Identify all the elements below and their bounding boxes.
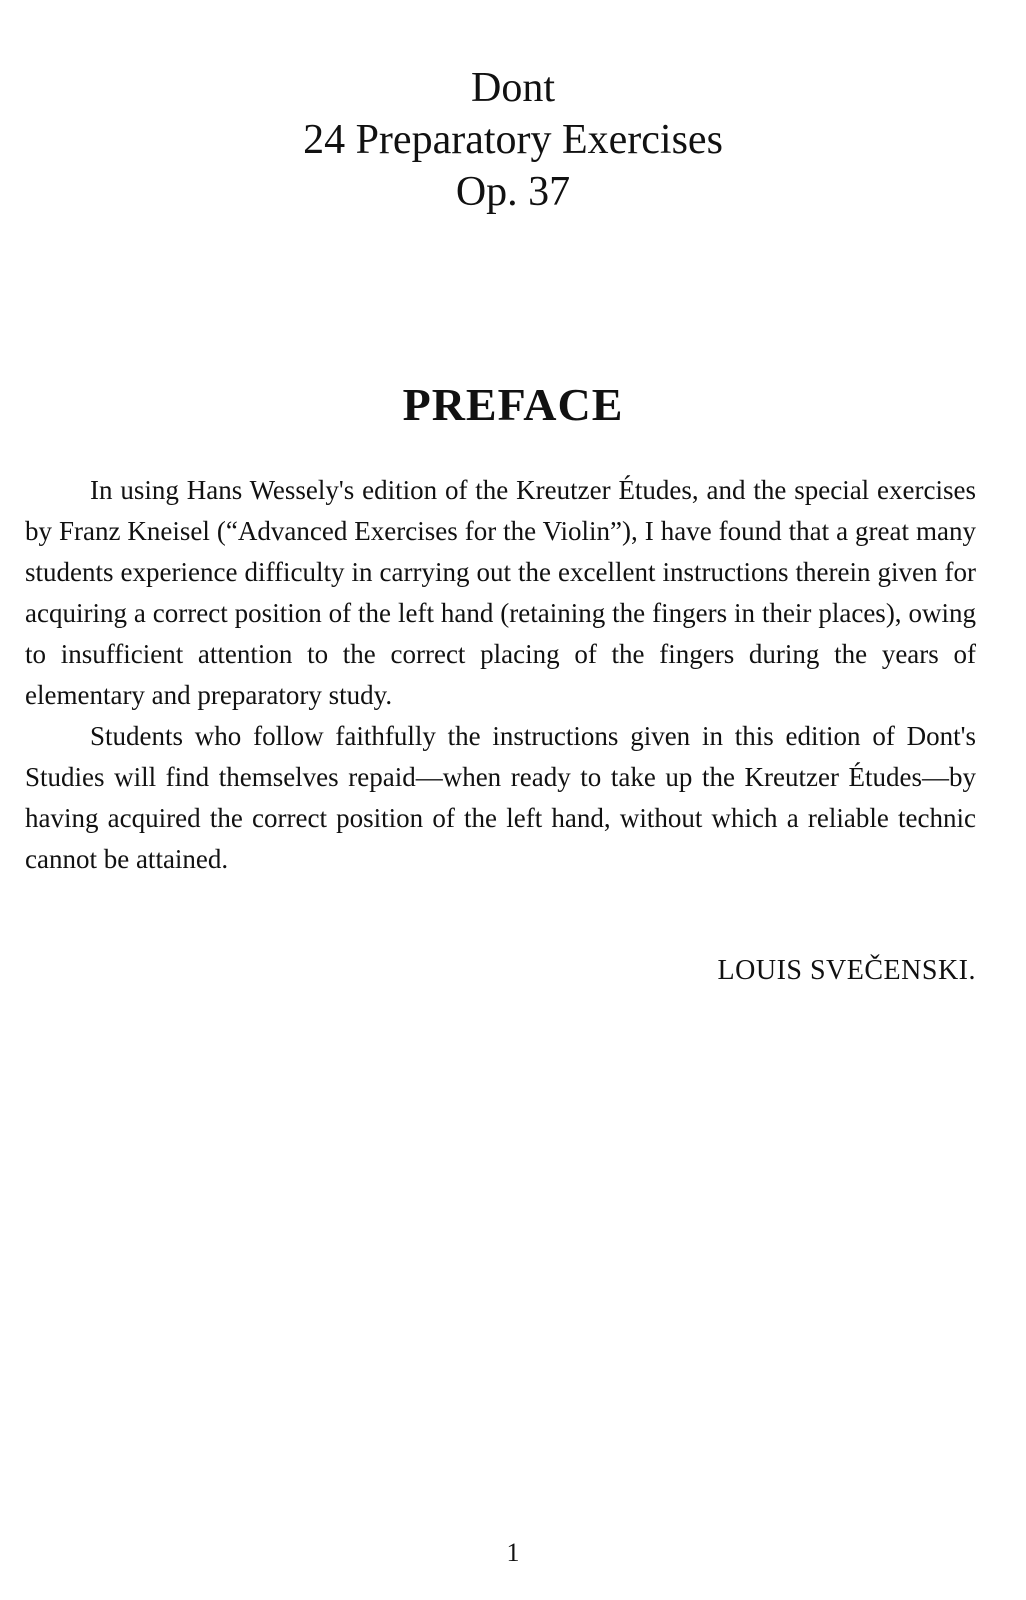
preface-body (25, 470, 976, 880)
preface-paragraph-1: In using Hans Wessely's edition of the Kreutzer Études, and the special exercises by Franz Kneisel (“Advanced Exercises for the Violin”), I have found that a great many students experience difficulty in carrying out the excellent instructions therein given for acquiring a correct position of the left hand (retaining the fingers in their places), owing to insufficient attention to the correct placing of the fingers during the years of elementary and preparatory study. (25, 475, 976, 710)
preface-paragraph-2: Students who follow faithfully the instructions given in this edition of Dont's Studies will find themselves repaid—when ready to take up the Kreutzer Études—by having acquired the correct position of the left hand, without which a reliable technic cannot be attained. (25, 721, 976, 874)
opus-number: Op. 37 (455, 169, 571, 215)
author-signature: LOUIS SVEČENSKI. (717, 955, 976, 986)
page-number: 1 (506, 1538, 520, 1567)
preface-heading: PREFACE (402, 379, 624, 430)
work-title: 24 Preparatory Exercises (303, 117, 723, 163)
title-block (0, 62, 1026, 218)
composer-name: Dont (471, 65, 555, 111)
